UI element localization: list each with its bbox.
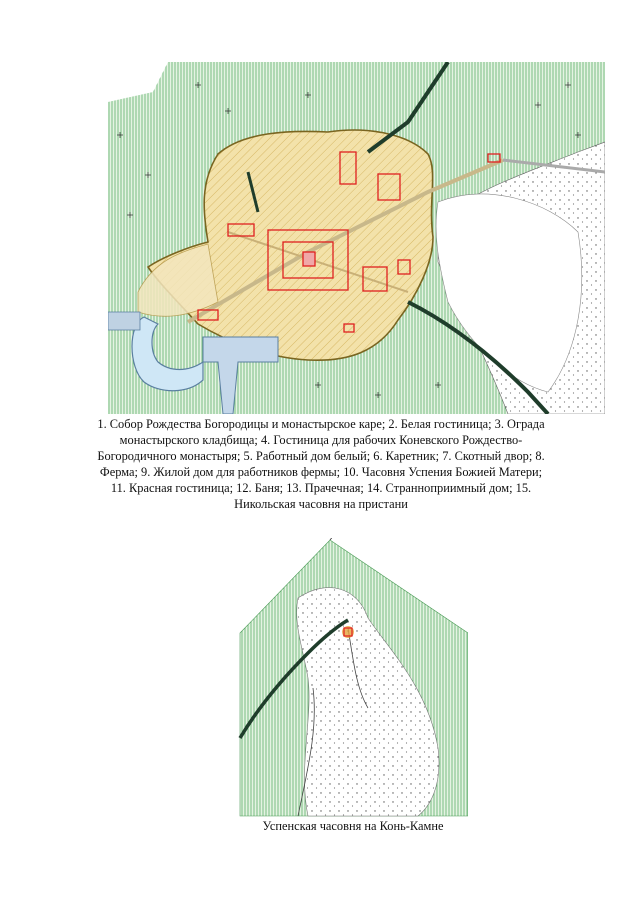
site-plan-svg (108, 62, 605, 414)
chapel-plan-svg (238, 538, 468, 818)
kon-kamen-chapel-plan (238, 538, 468, 818)
monastery-site-plan (108, 62, 605, 414)
chapel-caption: Успенская часовня на Конь-Камне (262, 819, 444, 833)
building-cathedral-core (303, 252, 315, 266)
map-legend-caption: 1. Собор Рождества Богородицы и монастырское каре; 2. Белая гостиница; 3. Ограда монастырского кладбища; 4. Гостиница для рабочих Коневского Рождество-Богородичного монастыря; 5. Работный дом белый; 6. Каретник; 7. Скотный двор; 8. Ферма; 9. Жилой дом для работников фермы; 10. Часовня Успения Божией Матери; 11. Красная гостиница; 12. Баня; 13. Прачечная; 14. Странноприимный дом; 15. Никольская часовня на пристани (97, 417, 545, 511)
chapel-marker (342, 626, 354, 638)
